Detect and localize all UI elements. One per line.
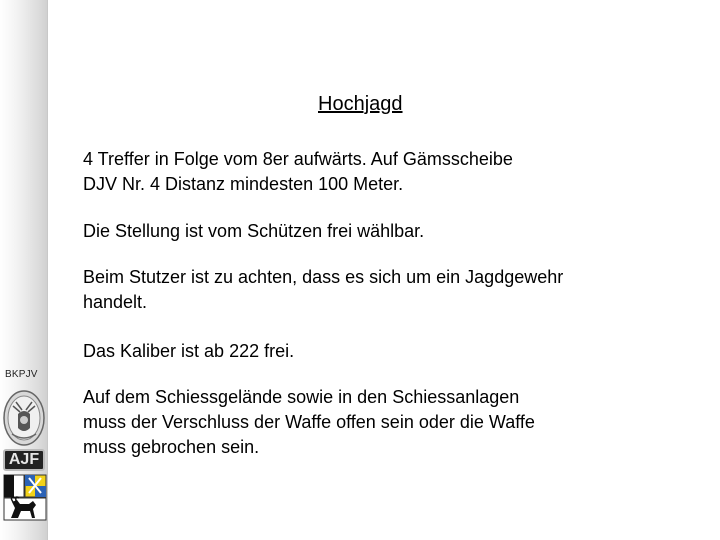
paragraph-target-rules: [83, 147, 683, 197]
paragraph-line: 4 Treffer in Folge vom 8er aufwärts. Auf Gämsscheibe: [83, 149, 513, 169]
paragraph-line: muss der Verschluss der Waffe offen sein oder die Waffe: [83, 412, 535, 432]
paragraph-line: DJV Nr. 4 Distanz mindesten 100 Meter.: [83, 174, 404, 194]
paragraph-safety: [83, 385, 683, 460]
paragraph-line: Die Stellung ist vom Schützen frei wählbar.: [83, 221, 425, 241]
paragraph-line: handelt.: [83, 292, 148, 312]
paragraph-line: Beim Stutzer ist zu achten, dass es sich um ein Jagdgewehr: [83, 267, 564, 287]
paragraph-line: muss gebrochen sein.: [83, 437, 260, 457]
paragraph-line: Auf dem Schiessgelände sowie in den Schiessanlagen: [83, 387, 520, 407]
paragraph-rifle: [83, 265, 683, 315]
paragraph-line: Das Kaliber ist ab 222 frei.: [83, 341, 295, 361]
paragraph-stance: [83, 219, 683, 244]
paragraph-caliber: [83, 339, 683, 364]
ajf-logo-text: AJF: [8, 451, 40, 468]
org-label: BKPJV: [5, 369, 38, 380]
slide-title: Hochjagd: [318, 93, 403, 115]
